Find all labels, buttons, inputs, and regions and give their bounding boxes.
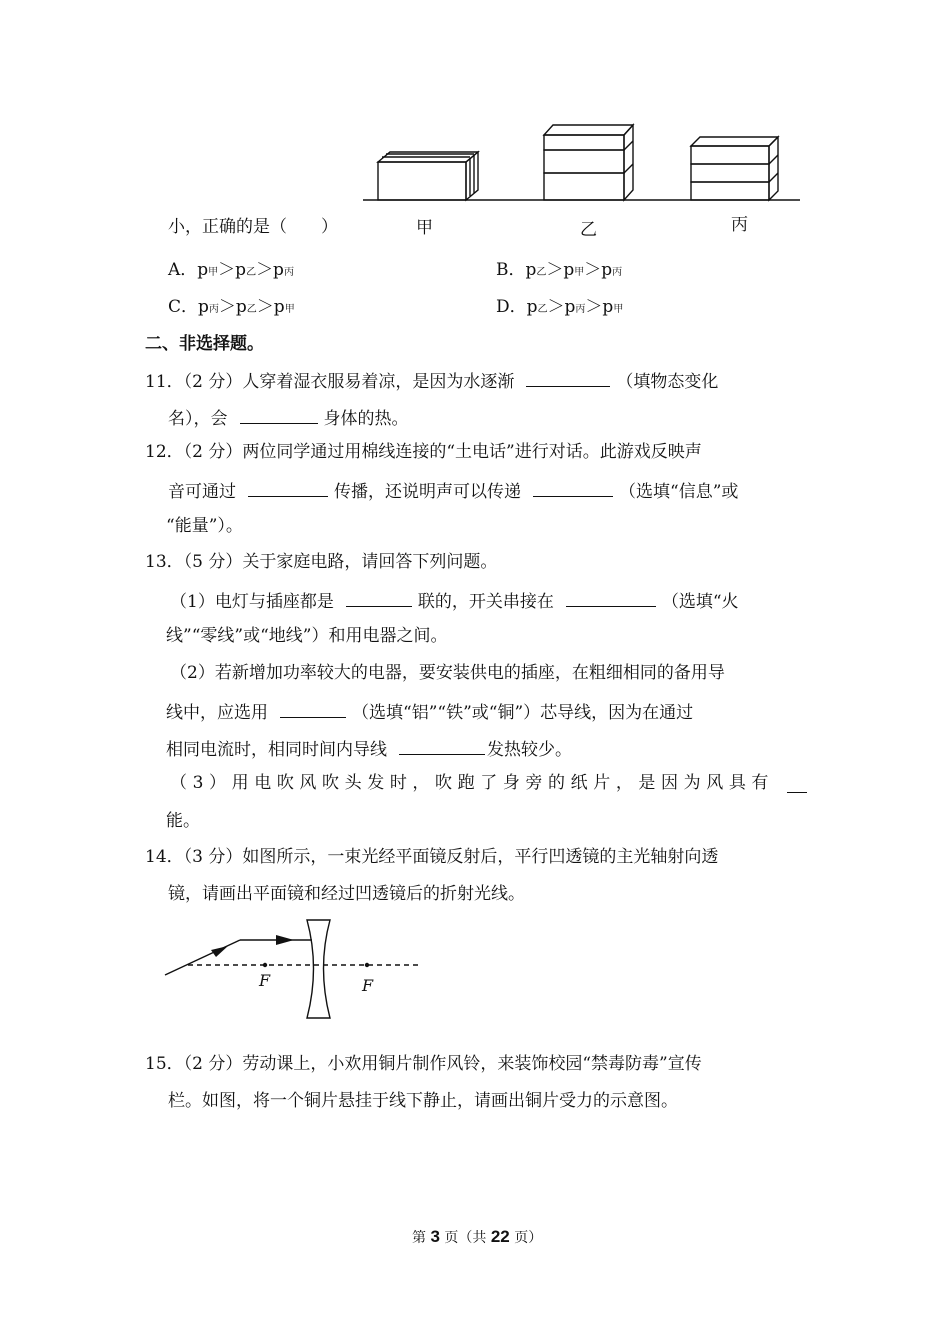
figure-label-bing: 丙 — [731, 215, 748, 235]
concave-lens — [307, 920, 330, 1018]
q14-number: 14． — [145, 847, 184, 867]
stack-jia — [378, 152, 478, 200]
q14-line2: 镜，请画出平面镜和经过凹透镜后的折射光线。 — [168, 884, 525, 904]
q10-option-c[interactable]: C．p丙＞p乙＞p甲 — [168, 297, 295, 317]
page-footer: 第 3 页（共 22 页） — [412, 1227, 543, 1246]
q13-part2-line1: （2）若新增加功率较大的电器，要安装供电的插座，在粗细相同的备用导 — [170, 663, 725, 683]
page-total: 22 — [490, 1227, 510, 1246]
q10-option-b[interactable]: B．p乙＞p甲＞p丙 — [496, 260, 623, 280]
q12-blank-2[interactable] — [533, 481, 613, 497]
figure-label-yi: 乙 — [580, 220, 597, 240]
q13-part2-line3: 相同电流时，相同时间内导线 发热较少。 — [166, 740, 572, 760]
q13-part3-line1: （3）用电吹风吹头发时，吹跑了身旁的纸片，是因为风具有 — [170, 773, 775, 793]
figure-label-jia: 甲 — [416, 218, 433, 238]
q10-option-a[interactable]: A．p甲＞p乙＞p丙 — [168, 260, 294, 280]
q11-line2: 名），会 身体的热。 — [168, 409, 409, 429]
focus-dot-right — [365, 963, 369, 967]
focus-label-right: F — [362, 976, 374, 995]
q11-line1: 11．（2 分）人穿着湿衣服易着凉，是因为水逐渐 （填物态变化 — [145, 372, 719, 392]
q13-blank-2[interactable] — [566, 591, 656, 607]
incident-ray — [165, 940, 240, 975]
q14-line1: 14．（3 分）如图所示，一束光经平面镜反射后，平行凹透镜的主光轴射向透 — [145, 847, 719, 867]
q15-line2: 栏。如图，将一个铜片悬挂于线下静止，请画出铜片受力的示意图。 — [168, 1091, 678, 1111]
q13-part1-line1: （1）电灯与插座都是 联的，开关串接在 （选填“火 — [170, 592, 739, 612]
page-number: 3 — [430, 1227, 440, 1246]
focus-dot-left — [263, 963, 267, 967]
q12-line2: 音可通过 传播，还说明声可以传递 （选填“信息”或 — [168, 482, 739, 502]
q10-option-d[interactable]: D．p乙＞p丙＞p甲 — [496, 297, 624, 317]
q12-number: 12． — [145, 442, 184, 462]
q13-number: 13． — [145, 552, 184, 572]
q13-part3-line2: 能。 — [166, 811, 200, 831]
q12-blank-1[interactable] — [248, 481, 328, 497]
q13-blank-3[interactable] — [280, 702, 346, 718]
stack-bing — [691, 137, 778, 200]
section-title: 二、非选择题。 — [145, 334, 264, 354]
q11-blank-1[interactable] — [526, 371, 610, 387]
q12-line3: “能量”）。 — [166, 516, 243, 536]
q15-number: 15． — [145, 1054, 184, 1074]
q12-line1: 12．（2 分）两位同学通过用棉线连接的“土电话”进行对话。此游戏反映声 — [145, 442, 702, 462]
stack-yi — [544, 125, 633, 200]
q13-line1: 13．（5 分）关于家庭电路，请回答下列问题。 — [145, 552, 498, 572]
incident-arrow-icon — [211, 946, 228, 957]
q13-part2-line2: 线中，应选用 （选填“铝”“铁”或“铜”）芯导线，因为在通过 — [166, 703, 694, 723]
q13-blank-4[interactable] — [399, 739, 485, 755]
q13-blank-5[interactable] — [787, 777, 807, 793]
q11-blank-2[interactable] — [240, 408, 318, 424]
focus-label-left: F — [259, 971, 271, 990]
q13-blank-1[interactable] — [346, 591, 412, 607]
q10-stem-tail: 小，正确的是（ ） — [168, 217, 338, 237]
q13-part1-line2: 线”“零线”或“地线”）和用电器之间。 — [166, 626, 448, 646]
optics-diagram — [160, 915, 430, 1025]
q15-line1: 15．（2 分）劳动课上，小欢用铜片制作风铃，来装饰校园“禁毒防毒”宣传 — [145, 1054, 702, 1074]
q11-number: 11． — [145, 372, 184, 392]
reflected-arrow-icon — [276, 935, 294, 945]
